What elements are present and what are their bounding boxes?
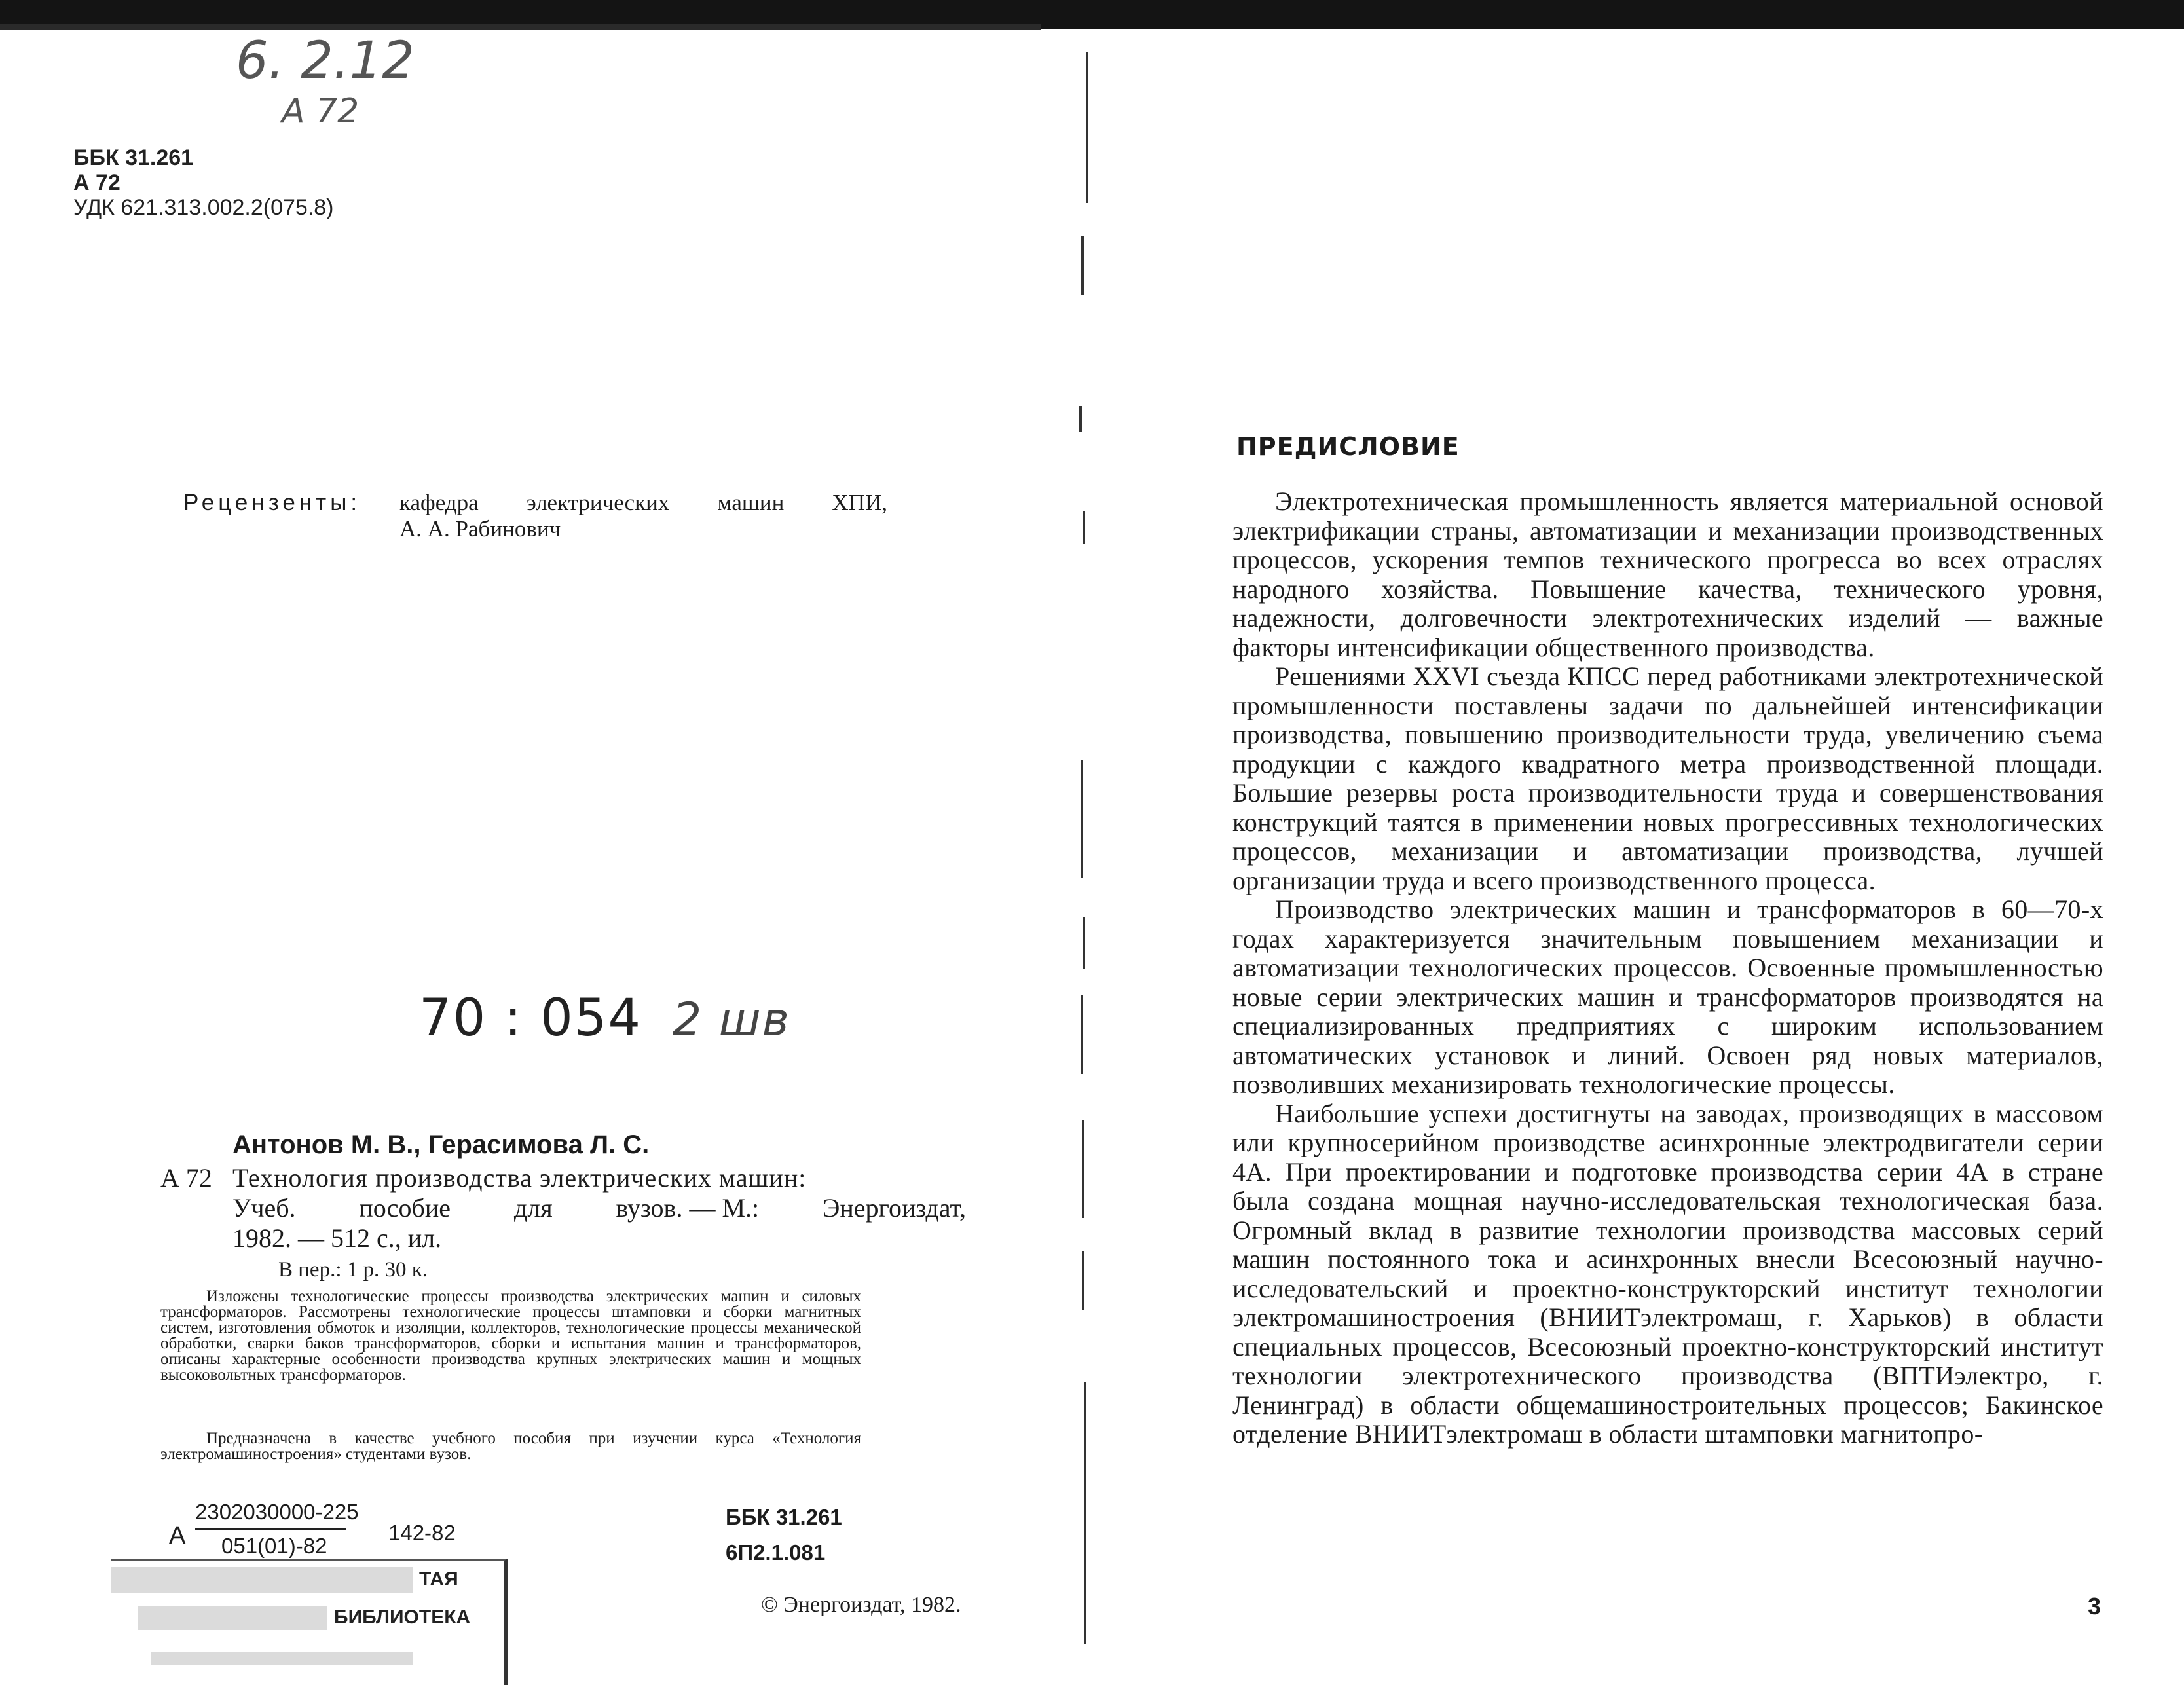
classification-block [73,145,334,220]
bbk-bottom [726,1500,842,1570]
preface-paragraph: Решениями XXVI съезда КПСС перед работниками электротехнической промышленности поставлены задачи по дальнейшей интенсификации производства, повышению производительности труда, увеличению съема продукции с каждого квадратного метра производственной площади. Большие резервы роста производительности труда и совершенствования конструкций таятся в применении новых прогрессивных технологических процессов, механизации и автоматизации производства, лучшей организации труда и всего производственного процесса. [1232,661,2103,895]
catalog-title: Технология производства электрических машин: [232,1163,807,1193]
catalog-year-pages: 1982. — 512 с., ил. [232,1223,442,1253]
author-mark: А 72 [73,170,120,195]
reviewers-word: машин [717,490,785,515]
reviewers-word: кафедра [399,490,479,515]
left-page-imprint [0,0,1048,1681]
catalog-word: Энергоиздат, [822,1193,966,1223]
udk-code: УДК 621.313.002.2(075.8) [73,195,334,220]
fraction-bar [195,1528,346,1530]
catalog-price: В пер.: 1 р. 30 к. [278,1258,428,1282]
index-denominator: 051(01)-82 [221,1534,327,1558]
handwritten-author-mark: А 72 [282,92,360,131]
right-page-preface [1113,0,2184,1681]
reviewers [183,490,887,542]
index-suffix: 142-82 [388,1521,456,1545]
catalog-word: для [513,1193,553,1223]
bbk-bottom-subcode: 6П2.1.081 [726,1540,826,1565]
annotation-abstract: Изложены технологические процессы производства электрических машин и силовых трансформаторов. Рассмотрены технологические процессы штамповки и сборки магнитных систем, изготовления обмоток и изоляции, коллекторов, технологические процессы механической обработки, сварки баков трансформаторов, сборки и испытания машин и трансформаторов, описаны характерные особенности производства крупных электрических машин и мощных высоковольтных трансформаторов. [160,1287,861,1384]
preface-body [1232,487,2103,1449]
catalog-word: Учеб. [232,1193,296,1223]
index-numerator: 2302030000-225 [195,1500,359,1524]
reviewers-word: ХПИ, [832,490,887,515]
reviewers-line-2: А. А. Рабинович [399,516,561,542]
preface-paragraph: Производство электрических машин и трансформаторов в 60—70-х годах характеризуется значительным повышением механизации и автоматизации технологических процессов. Освоенные промышленностью новые серии электрических машин и трансформаторов производятся на специализированных предприятиях с широким использованием автоматических установок и линий. Освоен ряд новых материалов, позволивших механизировать технологические процессы. [1232,895,2103,1099]
preface-heading: ПРЕДИСЛОВИЕ [1236,432,1460,461]
inventory-number-digits: 70 : 054 [419,989,642,1048]
inventory-scribble: 2 шв [672,993,790,1046]
copyright: © Энергоиздат, 1982. [761,1593,961,1617]
bbk-code: ББК 31.261 [73,145,194,170]
bbk-bottom-code: ББК 31.261 [726,1505,842,1529]
page-number: 3 [2088,1593,2101,1620]
annotation-purpose: Предназначена в качестве учебного пособия при изучении курса «Технология электромашиностроения» студентами вузов. [160,1430,861,1463]
index-letter: А [169,1522,186,1549]
catalog-word: пособие [359,1193,451,1223]
reviewers-word: электрических [526,490,670,515]
preface-paragraph: Наибольшие успехи достигнуты на заводах, производящих в массовом или крупносерийном производстве асинхронные электродвигатели серии 4А. При проектировании и подготовке производства серии 4А в стране была создана мощная научно-исследовательская технологическая база. Огромный вклад в развитие технологии производства массовых серий машин постоянного тока и асинхронных внесли Всесоюзный научно-исследовательский и проектно-конструкторский институт технологии электромашиностроения (ВНИИТэлектромаш, г. Харьков) в области специальных процессов, Всесоюзный проектно-конструкторский институт технологии электротехнического производства (ВПТИэлектро, г. Ленинград) в области общемашиностроительных процессов; Бакинское отделение ВНИИТэлектромаш в области штамповки магнитопро- [1232,1098,2103,1449]
catalog-authors: Антонов М. В., Герасимова Л. С. [232,1130,650,1159]
reviewers-line-1 [399,490,887,516]
handwritten-shelfmark: 6. 2.12 [236,31,415,90]
catalog-word: вузов. — М.: [616,1193,760,1223]
preface-paragraph: Электротехническая промышленность является материальной основой электрификации страны, автоматизации и механизации производственных процессов, ускорения темпов технического прогресса во всех отраслях народного хозяйства. Повышение качества, технического уровня, надежности, долговечности электротехнических изделий — важные факторы интенсификации общественного производства. [1232,487,2103,662]
stamp-line-2: БИБЛИОТЕКА [334,1606,471,1628]
book-spine-gutter [1061,39,1113,1637]
library-stamp [111,1559,508,1685]
catalog-code: А 72 [160,1163,212,1193]
catalog-line-2 [232,1193,966,1223]
stamp-line-1: ТАЯ [419,1568,458,1590]
reviewers-label: Рецензенты: [183,490,361,515]
inventory-number [419,989,790,1048]
